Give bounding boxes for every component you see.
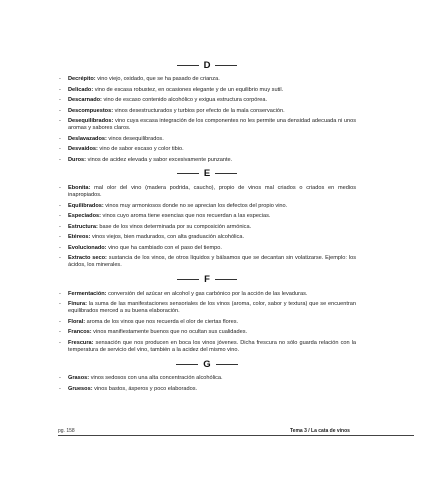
bullet-dash: -	[59, 301, 61, 308]
entry-term: Desvaídos:	[68, 146, 98, 153]
bullet-dash: -	[59, 318, 61, 325]
heading-rule-left	[177, 65, 199, 66]
heading-rule-left	[177, 173, 199, 174]
entry-term: Descompuestos:	[68, 107, 114, 114]
entry-definition: vinos desestructurados y turbios por efecto de la mala conservación.	[113, 107, 285, 114]
glossary-entry	[58, 157, 356, 164]
entry-definition: vino de escasa robustez, en ocasiones elegante y de un equilibrio muy sutil.	[93, 86, 284, 93]
chapter-title: Tema 3 / La cata de vinos	[290, 428, 350, 434]
entry-term: Frescura:	[68, 339, 94, 346]
entry-definition: mal olor del vino (madera podrida, caucho), propio de vinos mal criados o criados en medios inapropiados.	[68, 184, 356, 199]
bullet-dash: -	[59, 202, 61, 209]
glossary-entry	[58, 108, 356, 115]
glossary-entry	[58, 76, 356, 83]
glossary-entry	[58, 234, 356, 241]
section-letter: G	[203, 358, 211, 370]
entry-definition: vinos manifiestamente buenos que no ocultan sus cualidades.	[91, 329, 248, 336]
entry-term: Deslavazados:	[68, 135, 107, 142]
bullet-dash: -	[59, 339, 61, 346]
glossary-entry	[58, 136, 356, 143]
bullet-dash: -	[59, 86, 61, 93]
entry-term: Descarnado:	[68, 97, 102, 103]
bullet-dash: -	[59, 135, 61, 142]
glossary-entry	[58, 375, 356, 382]
entry-term: Duros:	[68, 156, 87, 163]
entry-definition: vinos bastos, ásperos y poco elaborados.	[92, 385, 198, 392]
glossary-entry	[58, 301, 356, 315]
entry-term: Gruesos:	[68, 385, 93, 392]
bullet-dash: -	[59, 213, 61, 220]
entry-term: Especiados:	[68, 213, 101, 220]
entry-term: Estructura:	[68, 223, 98, 230]
heading-rule-left	[177, 279, 199, 280]
heading-rule-left	[176, 364, 198, 365]
section-heading-f	[58, 274, 356, 286]
bullet-dash: -	[59, 97, 61, 103]
entry-term: Extracto seco:	[68, 255, 107, 262]
entry-definition: vino viejo, oxidado, que se ha pasado de crianza.	[95, 76, 220, 82]
bullet-dash: -	[59, 329, 61, 336]
bullet-dash: -	[59, 255, 61, 262]
glossary-entry	[58, 146, 356, 153]
glossary-entry	[58, 291, 356, 298]
glossary-entry	[58, 386, 356, 393]
bullet-dash: -	[59, 107, 61, 114]
glossary-entry	[58, 185, 356, 199]
bullet-dash: -	[59, 76, 61, 82]
entry-term: Decrépito:	[68, 76, 96, 82]
entry-definition: la suma de las manifestaciones sensoriales de los vinos (aroma, color, sabor y textura) que se encuentran equilibrados merced a su buena elaboración.	[68, 301, 356, 315]
heading-rule-right	[215, 279, 237, 280]
section-heading-g	[58, 358, 356, 370]
entry-definition: vinos cuyo aroma tiene esencias que nos recuerdan a las especias.	[100, 213, 271, 220]
bullet-dash: -	[59, 290, 61, 297]
entry-definition: vino cuya escasa integración de los componentes no les permite una densidad adecuada ni unos aromas y sabores claros.	[68, 118, 356, 132]
entry-term: Etéreos:	[68, 234, 91, 241]
footer-rule	[58, 435, 414, 436]
entry-term: Equilibrados:	[68, 202, 104, 209]
bullet-dash: -	[59, 234, 61, 241]
section-heading-e	[58, 168, 356, 180]
entry-definition: vino de escaso contenido alcohólico y exigua estructura corpórea.	[101, 97, 268, 103]
glossary-entry	[58, 255, 356, 269]
glossary-content	[58, 55, 356, 396]
entry-term: Evolucionado:	[68, 244, 107, 251]
bullet-dash: -	[59, 375, 61, 382]
entry-definition: vinos muy armoniosos donde no se aprecian los defectos del propio vino.	[103, 202, 288, 209]
glossary-entry	[58, 319, 356, 326]
bullet-dash: -	[59, 156, 61, 163]
entry-term: Grasos:	[68, 375, 90, 382]
heading-rule-right	[215, 65, 237, 66]
entry-definition: sustancia de los vinos, de otros líquidos y bálsamos que se decantan sin volatizarse. Ejemplo: los ácidos, los minerales.	[68, 255, 356, 269]
entry-definition: vino que ha cambiado con el paso del tiempo.	[106, 244, 222, 251]
entry-definition: vinos sedosos con una alta concentración alcohólica.	[89, 375, 223, 382]
glossary-entry	[58, 213, 356, 220]
section-letter: E	[203, 168, 211, 180]
entry-term: Francos:	[68, 329, 92, 336]
glossary-entry	[58, 340, 356, 354]
entry-definition: vinos de acidez elevada y sabor excesivamente punzante.	[86, 156, 233, 163]
glossary-entry	[58, 118, 356, 132]
entry-list	[58, 291, 356, 355]
section-letter: F	[204, 274, 210, 286]
entry-term: Fermentación:	[68, 290, 107, 297]
entry-definition: vinos viejos, bien madurados, con alta graduación alcohólica.	[90, 234, 245, 241]
entry-term: Floral:	[68, 318, 86, 325]
entry-list	[58, 185, 356, 270]
glossary-entry	[58, 203, 356, 210]
entry-list	[58, 76, 356, 164]
entry-term: Desequilibrados:	[68, 118, 114, 124]
entry-definition: vino de sabor escaso y color tibio.	[97, 146, 184, 153]
bullet-dash: -	[59, 223, 61, 230]
entry-definition: vinos desequilibrados.	[106, 135, 164, 142]
heading-rule-right	[215, 173, 237, 174]
glossary-entry	[58, 87, 356, 94]
entry-term: Finura:	[68, 301, 87, 308]
bullet-dash: -	[59, 146, 61, 153]
page-number: pg. 158	[58, 428, 75, 434]
glossary-entry	[58, 245, 356, 252]
bullet-dash: -	[59, 385, 61, 392]
entry-definition: base de los vinos determinada por su composición armónica.	[97, 223, 252, 230]
glossary-entry	[58, 329, 356, 336]
section-heading-d	[58, 59, 356, 71]
heading-rule-right	[216, 364, 238, 365]
glossary-entry	[58, 224, 356, 231]
bullet-dash: -	[59, 184, 61, 191]
entry-term: Delicado:	[68, 86, 94, 93]
entry-term: Ebonita:	[68, 184, 91, 191]
section-letter: D	[203, 59, 211, 71]
bullet-dash: -	[59, 118, 61, 124]
entry-definition: aroma de los vinos que nos recuerda el olor de ciertas flores.	[85, 318, 239, 325]
entry-definition: conversión del azúcar en alcohol y gas carbónico por la acción de las levaduras.	[106, 290, 308, 297]
entry-definition: sensación que nos producen en boca los vinos jóvenes. Dicha frescura no sólo guarda relación con la temperatura de servicio del vino, también a la acidez del mismo vino.	[68, 339, 356, 353]
glossary-entry	[58, 97, 356, 104]
entry-list	[58, 375, 356, 393]
bullet-dash: -	[59, 244, 61, 251]
